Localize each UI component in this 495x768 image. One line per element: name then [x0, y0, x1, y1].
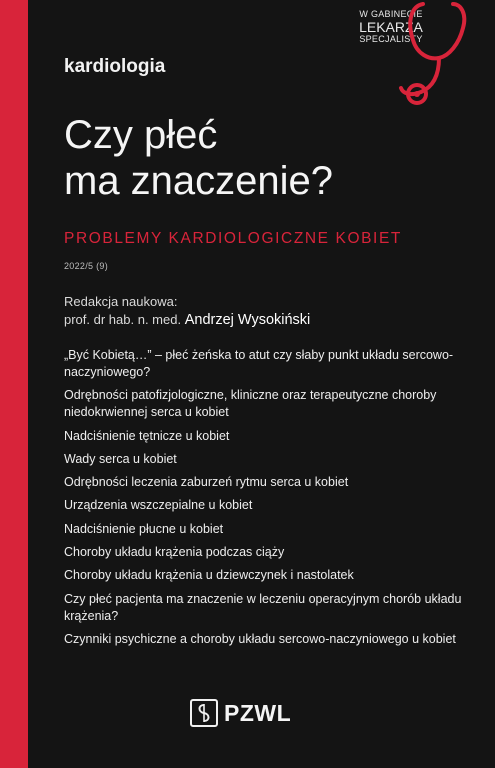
- contents-item: Nadciśnienie tętnicze u kobiet: [64, 428, 230, 443]
- issue-number: 2022/5 (9): [64, 261, 109, 271]
- series-line-3: SPECJALISTY: [359, 34, 423, 44]
- red-side-strip: [0, 0, 28, 768]
- pzwl-logo-icon: [190, 699, 218, 727]
- editor-label: Redakcja naukowa:: [64, 294, 178, 309]
- contents-item: Czy płeć pacjenta ma znaczenie w leczeniu operacyjnym chorób układu krążenia?: [64, 591, 462, 623]
- book-subtitle: PROBLEMY KARDIOLOGICZNE KOBIET: [64, 230, 402, 247]
- category-label: kardiologia: [64, 56, 166, 77]
- contents-item: Odrębności patofizjologiczne, kliniczne oraz terapeutyczne choroby niedokrwiennej serca u kobiet: [64, 388, 437, 420]
- publisher-logo: [190, 697, 291, 729]
- publisher-name: PZWL: [224, 699, 292, 726]
- series-line-2: LEKARZA: [359, 19, 423, 35]
- contents-item: Choroby układu krążenia podczas ciąży: [64, 545, 285, 560]
- contents-item: Wady serca u kobiet: [64, 451, 177, 466]
- title-line-2: ma znaczenie?: [64, 159, 334, 203]
- contents-item: „Być Kobietą…” – płeć żeńska to atut czy słaby punkt układu sercowo-naczyniowego?: [64, 348, 454, 379]
- contents-item: Choroby układu krążenia u dziewczynek i nastolatek: [64, 568, 354, 583]
- contents-item: Odrębności leczenia zaburzeń rytmu serca u kobiet: [64, 475, 349, 490]
- editor-academic-title: prof. dr hab. n. med.: [64, 312, 182, 327]
- editor-credit: [64, 312, 310, 328]
- contents-item: Czynniki psychiczne a choroby układu sercowo-naczyniowego u kobiet: [64, 631, 456, 646]
- editor-name: Andrzej Wysokiński: [184, 312, 311, 328]
- contents-item: Nadciśnienie płucne u kobiet: [64, 521, 224, 536]
- book-title: [64, 112, 484, 204]
- contents-list: [64, 347, 484, 654]
- series-line-1: W GABINECIE: [359, 9, 423, 19]
- title-line-1: Czy płeć: [64, 113, 218, 157]
- stethoscope-icon: [395, 0, 485, 112]
- contents-item: Urządzenia wszczepialne u kobiet: [64, 498, 253, 513]
